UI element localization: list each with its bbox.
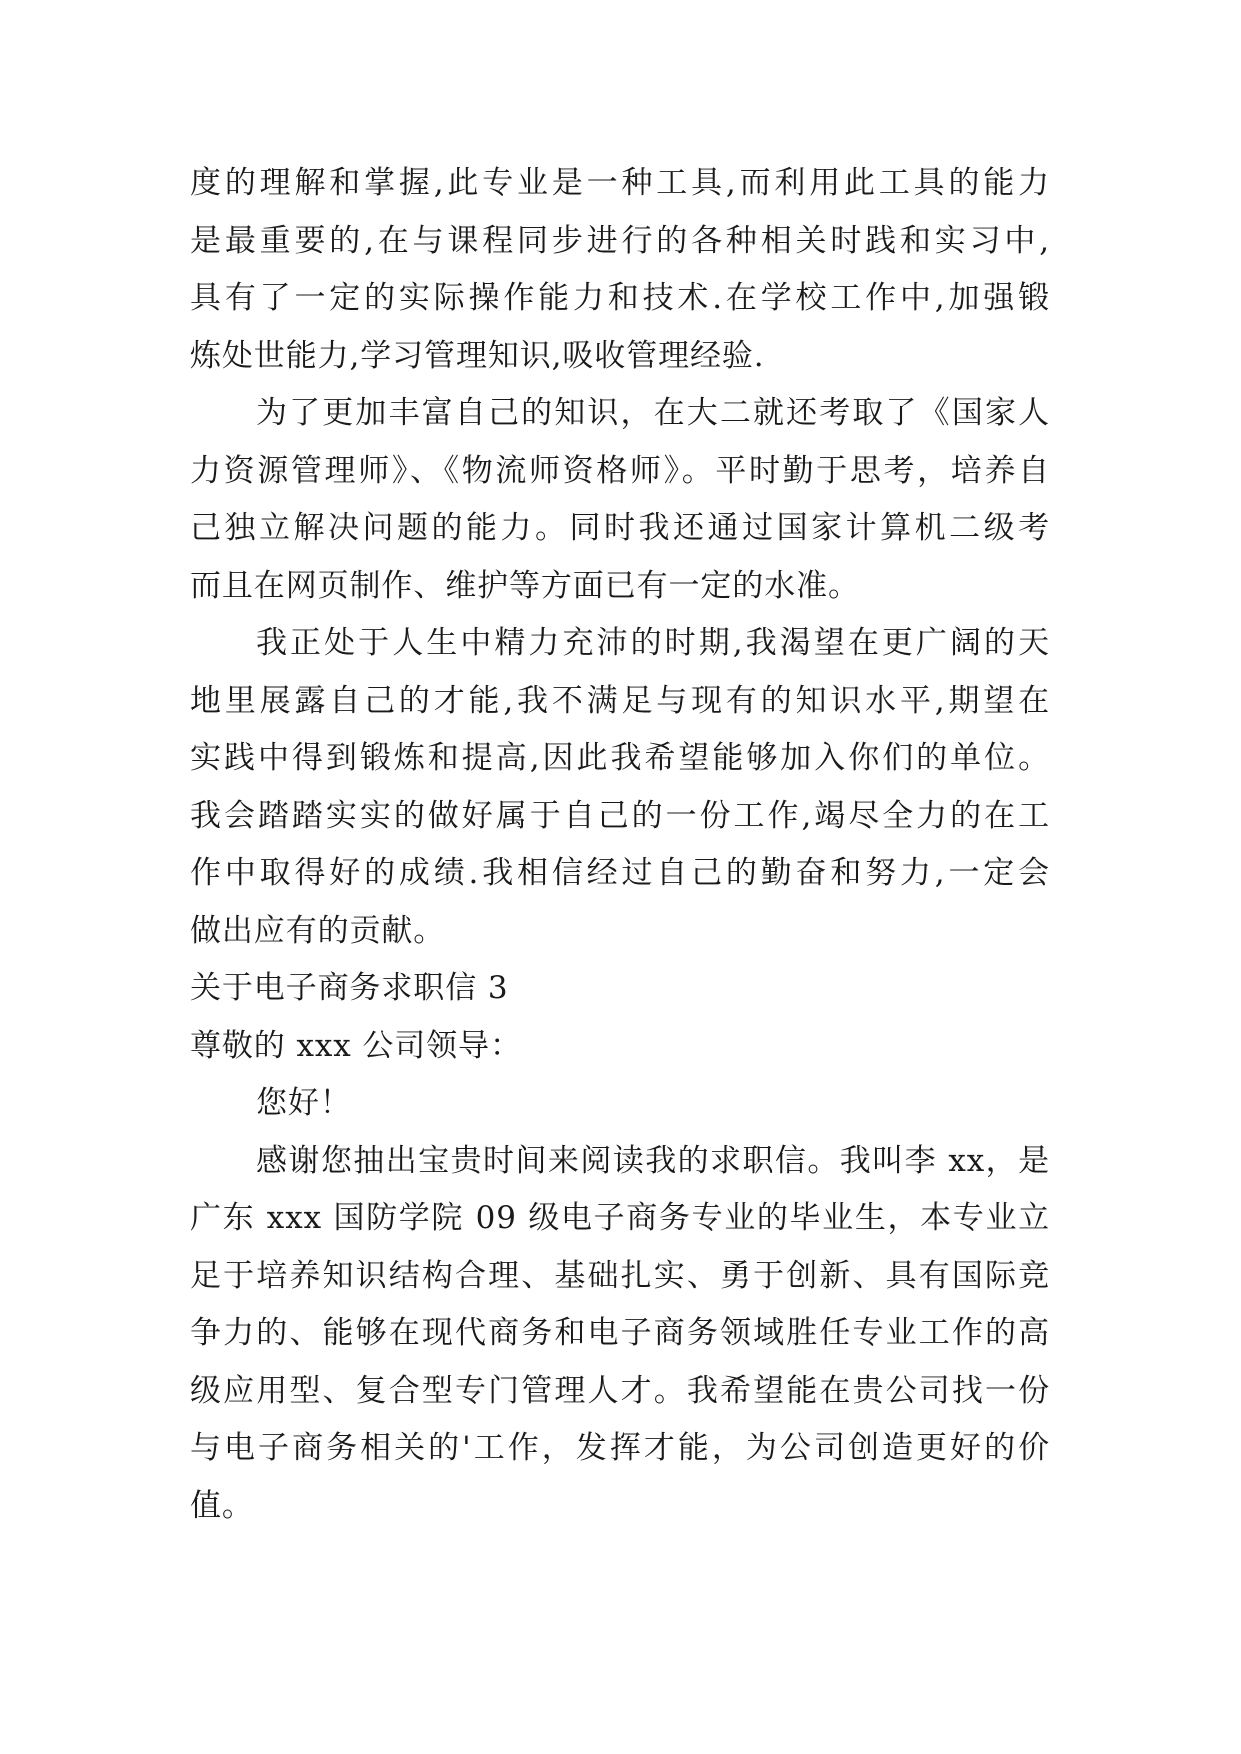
text-line: 力资源管理师》、《物流师资格师》。平时勤于思考，培养自 — [190, 452, 1050, 489]
text-line: 我正处于人生中精力充沛的时期,我渴望在更广阔的天 — [256, 625, 1050, 661]
text-line: 作中取得好的成绩.我相信经过自己的勤奋和努力,一定会 — [190, 855, 1050, 891]
text-line: 炼处世能力,学习管理知识,吸收管理经验. — [190, 337, 765, 374]
text-line: 是最重要的,在与课程同步进行的各种相关时践和实习中, — [190, 222, 1050, 259]
text-line: 为了更加丰富自己的知识，在大二就还考取了《国家人 — [256, 395, 1050, 431]
text-line: 做出应有的贡献。 — [190, 912, 446, 949]
text-line: 而且在网页制作、维护等方面已有一定的水准。 — [190, 567, 860, 604]
text-line: 尊敬的 xxx 公司领导： — [190, 1027, 522, 1064]
text-line: 争力的、能够在现代商务和电子商务领域胜任专业工作的高 — [190, 1315, 1050, 1351]
text-line: 足于培养知识结构合理、基础扎实、勇于创新、具有国际竞 — [190, 1257, 1050, 1294]
text-line: 与电子商务相关的'工作，发挥才能，为公司创造更好的价 — [190, 1430, 1050, 1466]
text-line: 广东 xxx 国防学院 09 级电子商务专业的毕业生，本专业立 — [190, 1200, 1050, 1236]
text-line: 地里展露自己的才能,我不满足与现有的知识水平,期望在 — [190, 682, 1050, 719]
text-line: 级应用型、复合型专门管理人才。我希望能在贵公司找一份 — [190, 1372, 1050, 1409]
text-line: 感谢您抽出宝贵时间来阅读我的求职信。我叫李 xx，是 — [256, 1142, 1050, 1179]
text-line: 值。 — [190, 1487, 254, 1524]
text-line: 度的理解和掌握,此专业是一种工具,而利用此工具的能力 — [190, 165, 1050, 201]
document-body — [190, 155, 1050, 1535]
text-line: 关于电子商务求职信 3 — [190, 970, 509, 1006]
text-line: 实践中得到锻炼和提高,因此我希望能够加入你们的单位。 — [190, 740, 1050, 776]
text-line: 我会踏踏实实的做好属于自己的一份工作,竭尽全力的在工 — [190, 797, 1050, 834]
text-line: 具有了一定的实际操作能力和技术.在学校工作中,加强锻 — [190, 280, 1050, 316]
text-line: 己独立解决问题的能力。同时我还通过国家计算机二级考 — [190, 510, 1050, 546]
text-line: 您好！ — [256, 1085, 352, 1121]
